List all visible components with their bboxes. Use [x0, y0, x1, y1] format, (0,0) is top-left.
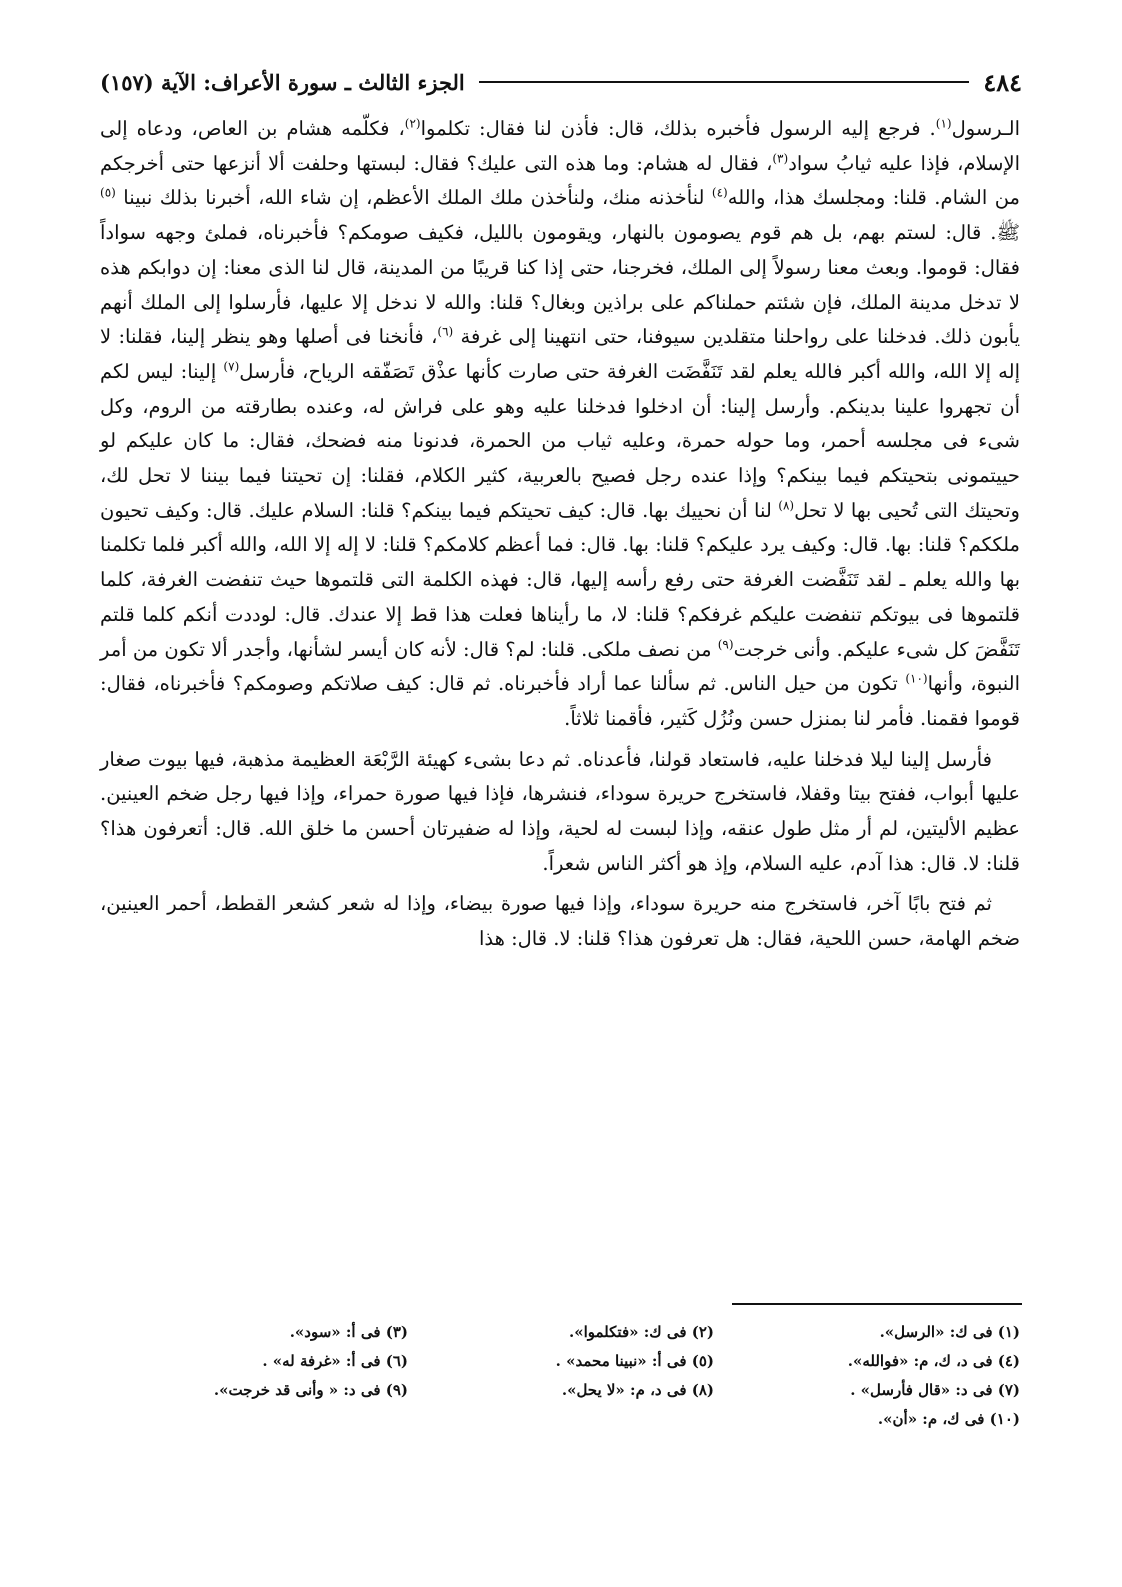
text-run: ﷺ. قال: لستم بهم، بل هم قوم يصومون بالنهار، ويقومون بالليل، فكيف صومكم؟ فأخبرناه، فملئ وجهه سواداً فقال: قوموا. وبعث معنا رسولاً إلى الملك، فخرجنا، حتى إذا كنا قريبًا من المدينة، قال لنا الذى معنا: إن دوابكم هذه لا تدخل مدينة الملك، فإن شئتم حملناكم على براذين وبغال؟ قلنا: والله لا ندخل إلا عليها، فأرسلوا إلى الملك أنهم يأبون ذلك. فدخلنا على رواحلنا متقلدين سيوفنا، حتى انتهينا إلى غرفة	[100, 221, 1020, 349]
paragraph	[100, 743, 1020, 882]
footnote: (٥) فى أ: «نبينا محمد» .	[555, 1352, 714, 1370]
footnote: (١) فى ك: «الرسل».	[879, 1323, 1020, 1341]
footnote: (٢) فى ك: «فتكلموا».	[568, 1323, 714, 1341]
footnote-marker: (٦)	[437, 324, 454, 339]
footnote: (١٠) فى ك، م: «أن».	[877, 1410, 1020, 1428]
footnote-row	[100, 1347, 1020, 1376]
footnote-separator	[732, 1303, 1022, 1305]
footnote-marker: (٣)	[772, 151, 789, 166]
text-run: لنا أن نحييك بها. قال: كيف تحيتكم فيما بينكم؟ قلنا: السلام عليك. قال: وكيف تحيون ملككم؟ قلنا: بها. قال: وكيف يرد عليكم؟ قلنا: بها. قال: فما أعظم كلامكم؟ قلنا: لا إله إلا الله، والله أكبر فلما تكلمنا بها والله يعلم ـ لقد تَنَفَّضت الغرفة حتى رفع رأسه إليها، قال: فهذه الكلمة التى قلتموها حيث تنفضت الغرفة، كلما قلتموها فى بيوتكم تنفضت عليكم غرفكم؟ قلنا: لا، ما رأيناها فعلت هذا قط إلا عندك. قال: لوددت أنكم كلما قلتم تَنَفَّضَ كل شىء عليكم. وأنى خرجت	[100, 498, 1020, 661]
footnote-marker: (٩)	[717, 637, 734, 652]
text-run: إلينا: ليس لكم أن تجهروا علينا بدينكم. وأرسل إلينا: أن ادخلوا فدخلنا عليه وهو على فراش له، وعنده بطارقته من الروم، وكل شىء فى مجلسه أحمر، وما حوله حمرة، وعليه ثياب من الحمرة، فدنونا منه فضحك، فقال: ما كان عليكم لو حييتمونى بتحيتكم فيما بينكم؟ وإذا عنده رجل فصيح بالعربية، كثير الكلام، فقلنا: إن تحيتنا فيما بيننا لا تحل لك، وتحيتك التى تُحيى بها لا تحل	[100, 359, 1020, 522]
body-text	[100, 112, 1020, 957]
text-run: من نصف ملكى. قلنا: لم؟ قال: لأنه كان أيسر لشأنها، وأجدر ألا تكون من أمر النبوة، وأنها	[100, 637, 1020, 696]
text-run: ثم فتح بابًا آخر، فاستخرج منه حريرة سوداء، وإذا فيها صورة بيضاء، وإذا له شعر كشعر القطط، أحمر العينين، ضخم الهامة، حسن اللحية، فقال: هل تعرفون هذا؟ قلنا: لا. قال: هذا	[100, 892, 1020, 951]
text-run: تكون من حيل الناس. ثم سألنا عما أراد فأخبرناه. ثم قال: كيف صلاتكم وصومكم؟ فأخبرناه، فقال: قوموا فقمنا. فأمر لنا بمنزل حسن ونُزُل كَثير، فأقمنا ثلاثاً.	[100, 672, 1020, 730]
footnote: (٩) فى د: « وأنى قد خرجت».	[213, 1381, 408, 1399]
footnote-marker: (٨)	[778, 498, 795, 513]
text-run: لنأخذنه منك، ولنأخذن ملك الملك الأعظم، إن شاء الله، أخبرنا بذلك نبينا	[115, 186, 712, 210]
footnote-marker: (٥)	[100, 185, 116, 200]
text-run: فأرسل إلينا ليلا فدخلنا عليه، فاستعاد قولنا، فأعدناه. ثم دعا بشىء كهيئة الرَّبْعَة العظيمة مذهبة، فيها بيوت صغار عليها أبواب، ففتح بيتا وقفلا، فاستخرج حريرة سوداء، فنشرها، فإذا فيها صورة حمراء، وإذا فيها رجل ضخم العينين. عظيم الأليتين، لم أر مثل طول عنقه، وإذا لبست له لحية، وإذا له ضفيرتان أحسن ما خلق الله. قال: أتعرفون هذا؟ قلنا: لا. قال: هذا آدم، عليه السلام، وإذ هو أكثر الناس شعراً.	[100, 747, 1020, 875]
footnote: (٣) فى أ: «سود».	[289, 1323, 408, 1341]
footnote: (٨) فى د، م: «لا يحل».	[561, 1381, 714, 1399]
footnote-row	[100, 1318, 1020, 1347]
footnotes	[100, 1318, 1020, 1434]
footnote-marker: (٤)	[711, 185, 728, 200]
page-number: ٤٨٤	[983, 67, 1022, 97]
footnote: (٤) فى د، ك، م: «فوالله».	[847, 1352, 1020, 1370]
page-header	[100, 62, 1022, 102]
paragraph	[100, 887, 1020, 956]
text-run: ، فأنخنا فى أصلها وهو ينظر إلينا، فقلنا: لا إله إلا الله، والله أكبر فالله يعلم لقد تَنَفَّضَت الغرفة حتى صارت كأنها عذْق تَصَفّقه الرياح، فأرسل	[100, 325, 1021, 383]
text-run: ، فقال له هشام: وما هذه التى عليك؟ فقال: لبستها وحلفت ألا أنزعها حتى أخرجكم من الشام. قلنا: ومجلسك هذا، والله	[100, 151, 1021, 210]
paragraph	[100, 112, 1020, 737]
text-run: ، فكلّمه هشام بن العاص، ودعاه إلى الإسلام، فإذا عليه ثيابُ سواد	[100, 117, 1020, 175]
footnote-row	[100, 1376, 1020, 1405]
text-run: الـرسول	[951, 117, 1021, 140]
footnote-marker: (١)	[935, 116, 952, 131]
footnote-marker: (١٠)	[905, 671, 928, 686]
footnote: (٦) فى أ: «غرفة له» .	[262, 1352, 408, 1370]
footnote-marker: (٢)	[404, 116, 421, 131]
footnote: (٧) فى د: «قال فأرسل» .	[850, 1381, 1020, 1399]
footnote-row	[100, 1405, 1020, 1434]
footnote-marker: (٧)	[223, 359, 240, 374]
text-run: . فرجع إليه الرسول فأخبره بذلك، قال: فأذن لنا فقال: تكلموا	[420, 117, 936, 140]
header-rule	[479, 81, 970, 83]
running-title: الجزء الثالث ـ سورة الأعراف: الآية (١٥٧)	[100, 69, 465, 95]
